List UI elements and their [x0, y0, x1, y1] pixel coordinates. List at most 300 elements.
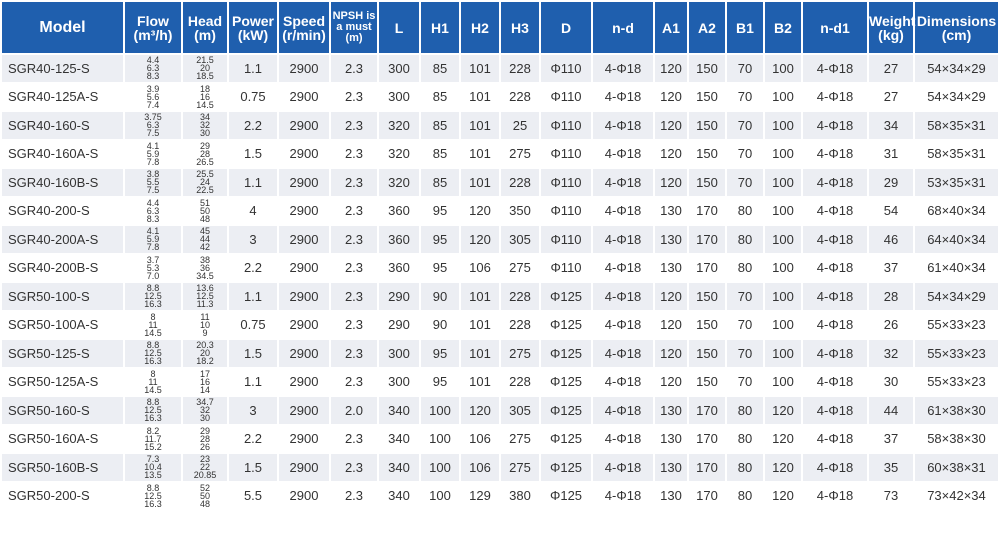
- cell-dims: 55×33×23: [915, 312, 998, 339]
- cell-model: SGR50-100-S: [2, 283, 123, 310]
- cell-L: 320: [379, 169, 419, 196]
- cell-H2: 106: [461, 454, 499, 481]
- cell-L: 300: [379, 55, 419, 82]
- cell-H3: 228: [501, 169, 539, 196]
- header-H1-label: H1: [431, 19, 449, 36]
- cell-speed: 2900: [279, 312, 329, 339]
- header-D-label: D: [560, 19, 572, 36]
- table-row: [2, 226, 998, 253]
- cell-dims: 53×35×31: [915, 169, 998, 196]
- cell-npsh: 2.3: [331, 483, 377, 510]
- cell-D: Φ125: [541, 340, 591, 367]
- cell-H2: 101: [461, 369, 499, 396]
- cell-dims: 54×34×29: [915, 84, 998, 111]
- cell-A2: 150: [689, 141, 725, 168]
- header-dims: [915, 2, 998, 53]
- cell-nd1: 4-Φ18: [803, 255, 867, 282]
- table-row: [2, 369, 998, 396]
- cell-nd: 4-Φ18: [593, 340, 653, 367]
- cell-dims: 64×40×34: [915, 226, 998, 253]
- cell-flow-value: 12.5: [144, 291, 162, 302]
- cell-model: SGR50-125A-S: [2, 369, 123, 396]
- cell-D: Φ125: [541, 312, 591, 339]
- cell-flow-value: 13.5: [144, 470, 162, 481]
- header-A2: [689, 2, 725, 53]
- cell-head-value: 26: [199, 441, 210, 452]
- cell-weight: 37: [869, 255, 913, 282]
- cell-A1: 120: [655, 169, 687, 196]
- cell-npsh: 2.3: [331, 312, 377, 339]
- cell-head: [183, 283, 227, 310]
- cell-H1: 100: [421, 397, 459, 424]
- cell-nd1: 4-Φ18: [803, 454, 867, 481]
- header-dims-label: Dimensions: [916, 12, 997, 29]
- cell-B2: 120: [765, 483, 801, 510]
- cell-head-value: 28: [199, 148, 210, 159]
- table-row: [2, 255, 998, 282]
- cell-power: 0.75: [229, 84, 277, 111]
- cell-head-value: 20: [199, 348, 210, 359]
- cell-H3: 275: [501, 255, 539, 282]
- header-D: [541, 2, 591, 53]
- cell-nd1: 4-Φ18: [803, 169, 867, 196]
- cell-H2: 101: [461, 169, 499, 196]
- cell-weight: 35: [869, 454, 913, 481]
- header-power: [229, 2, 277, 53]
- cell-flow-value: 16.3: [144, 356, 162, 367]
- cell-weight: 26: [869, 312, 913, 339]
- cell-nd: 4-Φ18: [593, 283, 653, 310]
- header-model-label: Model: [39, 18, 86, 36]
- cell-flow-value: 8: [150, 368, 156, 379]
- cell-model: SGR40-125A-S: [2, 84, 123, 111]
- header-speed: [279, 2, 329, 53]
- cell-flow-value: 5.9: [146, 234, 160, 245]
- cell-head-value: 32: [199, 405, 210, 416]
- cell-weight: 27: [869, 55, 913, 82]
- cell-H1: 90: [421, 283, 459, 310]
- header-weight-sub: (kg): [878, 26, 904, 43]
- cell-flow-value: 8.3: [146, 213, 160, 224]
- cell-speed: 2900: [279, 55, 329, 82]
- cell-flow-value: 7.8: [146, 156, 160, 167]
- cell-weight: 31: [869, 141, 913, 168]
- cell-B1: 70: [727, 169, 763, 196]
- cell-nd: 4-Φ18: [593, 169, 653, 196]
- cell-flow: [125, 312, 181, 339]
- header-nd-label: n-d: [612, 19, 634, 36]
- cell-head-value: 20: [199, 63, 210, 74]
- cell-flow-value: 7.0: [146, 270, 160, 281]
- cell-speed: 2900: [279, 426, 329, 453]
- cell-head-value: 12.5: [196, 291, 214, 302]
- cell-power: 0.75: [229, 312, 277, 339]
- cell-B1: 70: [727, 312, 763, 339]
- cell-dims: 55×33×23: [915, 340, 998, 367]
- header-L-label: L: [394, 19, 404, 36]
- table-row: [2, 84, 998, 111]
- cell-head: [183, 312, 227, 339]
- cell-power: 1.1: [229, 369, 277, 396]
- cell-B2: 120: [765, 397, 801, 424]
- cell-head: [183, 141, 227, 168]
- cell-H1: 95: [421, 198, 459, 225]
- cell-flow: [125, 283, 181, 310]
- cell-weight: 30: [869, 369, 913, 396]
- cell-power: 2.2: [229, 112, 277, 139]
- cell-speed: 2900: [279, 340, 329, 367]
- cell-model: SGR50-160B-S: [2, 454, 123, 481]
- cell-head: [183, 198, 227, 225]
- cell-B2: 100: [765, 55, 801, 82]
- cell-head-value: 18.5: [196, 71, 214, 82]
- cell-A2: 150: [689, 369, 725, 396]
- cell-npsh: 2.0: [331, 397, 377, 424]
- cell-head-value: 21.5: [196, 55, 214, 66]
- cell-speed: 2900: [279, 283, 329, 310]
- cell-flow: [125, 426, 181, 453]
- cell-head: [183, 397, 227, 424]
- cell-H2: 120: [461, 198, 499, 225]
- table-row: [2, 169, 998, 196]
- header-npsh-label: NPSH is: [332, 10, 376, 22]
- cell-flow-value: 8.8: [146, 397, 160, 408]
- cell-dims: 61×40×34: [915, 255, 998, 282]
- cell-A2: 150: [689, 169, 725, 196]
- cell-nd1: 4-Φ18: [803, 55, 867, 82]
- cell-flow-value: 7.4: [146, 99, 160, 110]
- cell-weight: 34: [869, 112, 913, 139]
- cell-H1: 90: [421, 312, 459, 339]
- cell-head: [183, 84, 227, 111]
- cell-head-value: 16: [199, 91, 210, 102]
- cell-H3: 275: [501, 426, 539, 453]
- cell-flow-value: 16.3: [144, 299, 162, 310]
- header-L: [379, 2, 419, 53]
- cell-npsh: 2.3: [331, 426, 377, 453]
- cell-head-value: 52: [199, 482, 210, 493]
- cell-head-value: 36: [199, 262, 210, 273]
- cell-model: SGR50-160A-S: [2, 426, 123, 453]
- cell-model: SGR40-160B-S: [2, 169, 123, 196]
- cell-A2: 150: [689, 312, 725, 339]
- cell-flow-value: 4.1: [146, 226, 160, 237]
- cell-H3: 228: [501, 312, 539, 339]
- cell-H1: 85: [421, 112, 459, 139]
- cell-nd: 4-Φ18: [593, 312, 653, 339]
- cell-dims: 73×42×34: [915, 483, 998, 510]
- cell-npsh: 2.3: [331, 169, 377, 196]
- header-head: [183, 2, 227, 53]
- cell-B1: 70: [727, 84, 763, 111]
- cell-nd: 4-Φ18: [593, 369, 653, 396]
- cell-A1: 120: [655, 340, 687, 367]
- cell-A2: 170: [689, 454, 725, 481]
- cell-B1: 70: [727, 340, 763, 367]
- cell-head-value: 44: [199, 234, 210, 245]
- cell-H3: 275: [501, 340, 539, 367]
- cell-H1: 100: [421, 483, 459, 510]
- cell-head-value: 30: [199, 413, 210, 424]
- cell-flow-value: 4.1: [146, 140, 160, 151]
- cell-flow-value: 3.8: [146, 169, 160, 180]
- cell-head-value: 42: [199, 242, 210, 253]
- cell-A1: 120: [655, 112, 687, 139]
- cell-head-value: 10: [199, 319, 210, 330]
- cell-nd: 4-Φ18: [593, 55, 653, 82]
- cell-flow-value: 5.5: [146, 177, 160, 188]
- cell-power: 1.5: [229, 454, 277, 481]
- cell-B1: 80: [727, 226, 763, 253]
- cell-flow-value: 7.5: [146, 128, 160, 139]
- header-B2: [765, 2, 801, 53]
- cell-nd1: 4-Φ18: [803, 312, 867, 339]
- cell-flow-value: 11: [148, 319, 158, 330]
- cell-H2: 129: [461, 483, 499, 510]
- cell-nd1: 4-Φ18: [803, 141, 867, 168]
- cell-nd1: 4-Φ18: [803, 283, 867, 310]
- cell-weight: 29: [869, 169, 913, 196]
- cell-dims: 58×35×31: [915, 112, 998, 139]
- cell-flow-value: 7.5: [146, 185, 160, 196]
- cell-A1: 120: [655, 141, 687, 168]
- cell-flow: [125, 141, 181, 168]
- cell-H3: 228: [501, 84, 539, 111]
- cell-B2: 100: [765, 226, 801, 253]
- table-row: [2, 198, 998, 225]
- cell-B1: 80: [727, 454, 763, 481]
- cell-A1: 130: [655, 426, 687, 453]
- cell-L: 360: [379, 198, 419, 225]
- cell-head-value: 11.3: [196, 299, 214, 310]
- cell-nd1: 4-Φ18: [803, 369, 867, 396]
- cell-head-value: 22: [199, 462, 210, 473]
- cell-flow-value: 14.5: [144, 327, 162, 338]
- cell-D: Φ110: [541, 84, 591, 111]
- cell-A2: 170: [689, 198, 725, 225]
- cell-speed: 2900: [279, 369, 329, 396]
- table-header: [2, 2, 998, 53]
- cell-B1: 70: [727, 55, 763, 82]
- header-nd: [593, 2, 653, 53]
- cell-B2: 100: [765, 283, 801, 310]
- cell-nd1: 4-Φ18: [803, 397, 867, 424]
- cell-flow-value: 8.8: [146, 340, 160, 351]
- cell-head-value: 14: [199, 384, 210, 395]
- cell-L: 340: [379, 426, 419, 453]
- cell-H1: 85: [421, 141, 459, 168]
- header-nd1-label: n-d1: [820, 19, 850, 36]
- header-H3-label: H3: [511, 19, 529, 36]
- cell-B1: 70: [727, 112, 763, 139]
- cell-flow: [125, 397, 181, 424]
- cell-head-value: 29: [199, 425, 210, 436]
- cell-nd: 4-Φ18: [593, 454, 653, 481]
- cell-B1: 80: [727, 397, 763, 424]
- cell-H3: 380: [501, 483, 539, 510]
- cell-B2: 100: [765, 198, 801, 225]
- cell-H2: 101: [461, 312, 499, 339]
- header-flow-label: Flow: [137, 12, 169, 29]
- cell-weight: 32: [869, 340, 913, 367]
- cell-D: Φ125: [541, 483, 591, 510]
- cell-head-value: 11: [200, 311, 210, 322]
- cell-npsh: 2.3: [331, 84, 377, 111]
- header-nd1: [803, 2, 867, 53]
- cell-D: Φ110: [541, 226, 591, 253]
- cell-L: 290: [379, 312, 419, 339]
- cell-D: Φ125: [541, 454, 591, 481]
- header-speed-label: Speed: [282, 12, 325, 29]
- header-weight: [869, 2, 916, 53]
- cell-A1: 130: [655, 255, 687, 282]
- cell-flow: [125, 340, 181, 367]
- cell-head: [183, 226, 227, 253]
- cell-A1: 130: [655, 226, 687, 253]
- cell-flow-value: 12.5: [144, 405, 162, 416]
- cell-B2: 100: [765, 141, 801, 168]
- cell-dims: 54×34×29: [915, 283, 998, 310]
- cell-npsh: 2.3: [331, 55, 377, 82]
- cell-H2: 120: [461, 397, 499, 424]
- cell-H2: 101: [461, 283, 499, 310]
- cell-speed: 2900: [279, 397, 329, 424]
- cell-flow-value: 8.8: [146, 482, 160, 493]
- cell-dims: 58×38×30: [915, 426, 998, 453]
- cell-flow-value: 12.5: [144, 490, 162, 501]
- cell-A1: 130: [655, 454, 687, 481]
- cell-speed: 2900: [279, 198, 329, 225]
- cell-D: Φ125: [541, 283, 591, 310]
- cell-B1: 80: [727, 483, 763, 510]
- cell-L: 340: [379, 397, 419, 424]
- cell-D: Φ110: [541, 198, 591, 225]
- cell-flow: [125, 84, 181, 111]
- cell-weight: 46: [869, 226, 913, 253]
- cell-speed: 2900: [279, 226, 329, 253]
- cell-flow-value: 5.9: [146, 148, 160, 159]
- cell-flow-value: 8.3: [146, 71, 160, 82]
- cell-H3: 25: [501, 112, 539, 139]
- cell-dims: 58×35×31: [915, 141, 998, 168]
- cell-B2: 100: [765, 255, 801, 282]
- cell-model: SGR40-125-S: [2, 55, 123, 82]
- cell-npsh: 2.3: [331, 255, 377, 282]
- cell-flow-value: 3.9: [146, 83, 160, 94]
- cell-A2: 170: [689, 426, 725, 453]
- cell-L: 340: [379, 483, 419, 510]
- cell-flow: [125, 369, 181, 396]
- cell-L: 340: [379, 454, 419, 481]
- header-H1: [421, 2, 459, 53]
- cell-flow-value: 4.4: [146, 197, 160, 208]
- cell-H2: 101: [461, 340, 499, 367]
- cell-L: 360: [379, 226, 419, 253]
- cell-A1: 120: [655, 369, 687, 396]
- table-row: [2, 340, 998, 367]
- cell-head-value: 45: [199, 226, 210, 237]
- cell-head-value: 50: [199, 490, 210, 501]
- cell-A1: 130: [655, 198, 687, 225]
- header-row: [2, 2, 998, 53]
- cell-D: Φ110: [541, 169, 591, 196]
- cell-A2: 150: [689, 112, 725, 139]
- cell-nd: 4-Φ18: [593, 226, 653, 253]
- cell-H1: 100: [421, 426, 459, 453]
- cell-npsh: 2.3: [331, 112, 377, 139]
- cell-dims: 68×40×34: [915, 198, 998, 225]
- cell-D: Φ110: [541, 141, 591, 168]
- cell-speed: 2900: [279, 112, 329, 139]
- cell-dims: 54×34×29: [915, 55, 998, 82]
- cell-nd: 4-Φ18: [593, 426, 653, 453]
- cell-flow-value: 16.3: [144, 413, 162, 424]
- header-H3: [501, 2, 539, 53]
- cell-L: 360: [379, 255, 419, 282]
- cell-flow: [125, 198, 181, 225]
- cell-head: [183, 169, 227, 196]
- cell-A1: 120: [655, 55, 687, 82]
- cell-B1: 70: [727, 283, 763, 310]
- cell-flow-value: 3.75: [144, 112, 162, 123]
- cell-nd: 4-Φ18: [593, 483, 653, 510]
- cell-A2: 150: [689, 55, 725, 82]
- cell-H1: 95: [421, 226, 459, 253]
- cell-model: SGR40-160A-S: [2, 141, 123, 168]
- cell-npsh: 2.3: [331, 369, 377, 396]
- cell-flow-value: 6.3: [146, 120, 160, 131]
- header-power-label: Power: [231, 12, 274, 29]
- cell-A2: 170: [689, 397, 725, 424]
- cell-flow: [125, 226, 181, 253]
- cell-head-value: 34.7: [196, 397, 214, 408]
- table-row: [2, 483, 998, 510]
- cell-head-value: 25.5: [196, 169, 214, 180]
- cell-model: SGR50-200-S: [2, 483, 123, 510]
- cell-B2: 100: [765, 312, 801, 339]
- cell-D: Φ110: [541, 255, 591, 282]
- cell-weight: 37: [869, 426, 913, 453]
- cell-head-value: 9: [202, 327, 208, 338]
- cell-flow-value: 10.4: [144, 462, 162, 473]
- cell-flow-value: 6.3: [146, 63, 160, 74]
- cell-B1: 80: [727, 426, 763, 453]
- cell-flow-value: 8.2: [146, 425, 160, 436]
- cell-head-value: 51: [199, 197, 210, 208]
- cell-power: 2.2: [229, 255, 277, 282]
- cell-npsh: 2.3: [331, 454, 377, 481]
- cell-head: [183, 426, 227, 453]
- cell-flow: [125, 169, 181, 196]
- cell-B2: 120: [765, 426, 801, 453]
- cell-A1: 120: [655, 84, 687, 111]
- table-row: [2, 112, 998, 139]
- header-npsh-sub2: (m): [345, 32, 363, 44]
- cell-head: [183, 112, 227, 139]
- cell-flow-value: 11: [148, 376, 158, 387]
- cell-B2: 100: [765, 369, 801, 396]
- cell-B2: 100: [765, 340, 801, 367]
- cell-dims: 55×33×23: [915, 369, 998, 396]
- header-dims-sub: (cm): [941, 26, 972, 43]
- cell-H1: 95: [421, 369, 459, 396]
- cell-nd: 4-Φ18: [593, 198, 653, 225]
- header-B1-label: B1: [736, 19, 754, 36]
- cell-H1: 85: [421, 84, 459, 111]
- cell-speed: 2900: [279, 454, 329, 481]
- cell-L: 320: [379, 112, 419, 139]
- table-row: [2, 283, 998, 310]
